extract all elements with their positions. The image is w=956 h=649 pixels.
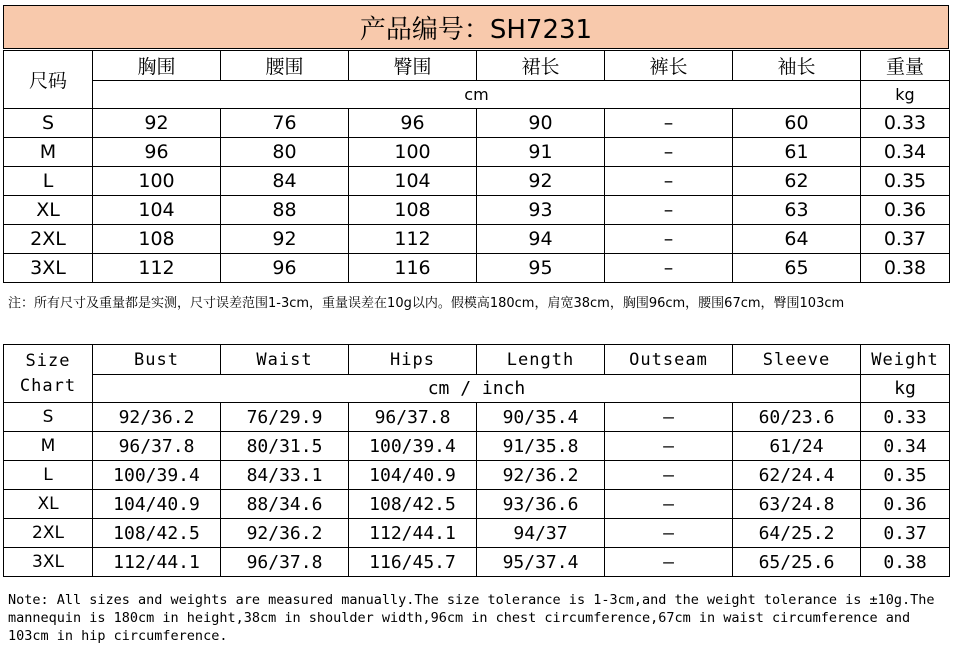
table-cell: 112/44.1: [349, 519, 477, 548]
table-cell: 104: [93, 196, 221, 225]
table-cell: 91: [477, 138, 605, 167]
table-cell: 0.33: [861, 109, 950, 138]
table-cell: –: [605, 548, 733, 577]
table-cell: 65: [733, 254, 861, 283]
header-weight: 重量: [861, 51, 950, 81]
table-cell: –: [605, 225, 733, 254]
size-label: M: [4, 138, 93, 167]
table-cell: 95/37.4: [477, 548, 605, 577]
size-label: L: [4, 167, 93, 196]
size-rows: [4, 403, 950, 577]
table-cell: 96/37.8: [93, 432, 221, 461]
table-cell: 0.36: [861, 196, 950, 225]
unit-cm: cm: [93, 81, 861, 109]
header-weight: Weight: [861, 345, 950, 375]
table-cell: 104/40.9: [349, 461, 477, 490]
header-skirt-length: 裙长: [477, 51, 605, 81]
size-chart-corner: [4, 345, 93, 403]
table-cell: 80: [221, 138, 349, 167]
table-cell: 0.35: [861, 461, 950, 490]
table-cell: 62/24.4: [733, 461, 861, 490]
header-hips: 臀围: [349, 51, 477, 81]
size-label: 2XL: [4, 519, 93, 548]
size-table-chinese: [3, 50, 950, 283]
table-cell: –: [605, 461, 733, 490]
table-cell: 116/45.7: [349, 548, 477, 577]
unit-row: [4, 375, 950, 403]
header-sleeve: 袖长: [733, 51, 861, 81]
table-cell: 112: [349, 225, 477, 254]
table-cell: –: [605, 254, 733, 283]
table-cell: 92: [477, 167, 605, 196]
table-cell: 62: [733, 167, 861, 196]
table-cell: 63: [733, 196, 861, 225]
table-cell: –: [605, 403, 733, 432]
table-cell: –: [605, 109, 733, 138]
table-cell: 92: [221, 225, 349, 254]
table-cell: 108: [349, 196, 477, 225]
table-row: [4, 461, 950, 490]
table-cell: 0.35: [861, 167, 950, 196]
table-cell: 88: [221, 196, 349, 225]
size-label: XL: [4, 490, 93, 519]
header-waist: Waist: [221, 345, 349, 375]
table-cell: 92/36.2: [477, 461, 605, 490]
table-cell: 100/39.4: [349, 432, 477, 461]
table-cell: 104: [349, 167, 477, 196]
table-cell: 61/24: [733, 432, 861, 461]
header-row: [4, 345, 950, 375]
table-row: [4, 490, 950, 519]
table-cell: 76: [221, 109, 349, 138]
table-cell: 0.38: [861, 254, 950, 283]
table-cell: 93/36.6: [477, 490, 605, 519]
header-pants-length: 裤长: [605, 51, 733, 81]
table-cell: 0.33: [861, 403, 950, 432]
table-cell: 88/34.6: [221, 490, 349, 519]
table-cell: 108/42.5: [93, 519, 221, 548]
chinese-note: 注：所有尺寸及重量都是实测，尺寸误差范围1-3cm，重量误差在10g以内。假模高180cm，肩宽38cm，胸围96cm，腰围67cm，臀围103cm: [8, 296, 845, 311]
table-row: [4, 519, 950, 548]
corner-line-1: Size: [25, 350, 71, 371]
table-cell: 60/23.6: [733, 403, 861, 432]
table-cell: 96/37.8: [221, 548, 349, 577]
table-row: [4, 167, 950, 196]
header-sleeve: Sleeve: [733, 345, 861, 375]
size-table-english: [3, 344, 950, 577]
table-row: [4, 432, 950, 461]
table-cell: 108: [93, 225, 221, 254]
table-cell: 93: [477, 196, 605, 225]
unit-kg: kg: [861, 81, 950, 109]
table-cell: 0.36: [861, 490, 950, 519]
english-note: Note: All sizes and weights are measured manually.The size tolerance is 1-3cm,and the weight tolerance is ±10g.The mannequin is 180cm in height,38cm in shoulder width,96cm in chest circumference,67cm in waist circumference and 103cm in hip circumference.: [8, 592, 935, 644]
size-label: XL: [4, 196, 93, 225]
table-cell: 65/25.6: [733, 548, 861, 577]
table-cell: 0.37: [861, 519, 950, 548]
header-outseam: Outseam: [605, 345, 733, 375]
table-cell: 96: [93, 138, 221, 167]
table-cell: 112/44.1: [93, 548, 221, 577]
table-cell: 76/29.9: [221, 403, 349, 432]
table-cell: –: [605, 138, 733, 167]
table-row: [4, 138, 950, 167]
table-cell: 90: [477, 109, 605, 138]
header-hips: Hips: [349, 345, 477, 375]
table-row: [4, 403, 950, 432]
size-label: 3XL: [4, 548, 93, 577]
table-cell: 94/37: [477, 519, 605, 548]
table-cell: 90/35.4: [477, 403, 605, 432]
table-cell: 96: [349, 109, 477, 138]
unit-kg: kg: [861, 375, 950, 403]
table-cell: 64/25.2: [733, 519, 861, 548]
table-cell: –: [605, 432, 733, 461]
table-row: [4, 548, 950, 577]
table-row: [4, 254, 950, 283]
table-cell: 116: [349, 254, 477, 283]
table-cell: 80/31.5: [221, 432, 349, 461]
table-cell: –: [605, 519, 733, 548]
table-cell: 0.34: [861, 432, 950, 461]
table-cell: 104/40.9: [93, 490, 221, 519]
header-length: Length: [477, 345, 605, 375]
table-cell: 100: [349, 138, 477, 167]
table-cell: 61: [733, 138, 861, 167]
size-label: 2XL: [4, 225, 93, 254]
table-row: [4, 109, 950, 138]
table-cell: –: [605, 490, 733, 519]
header-waist: 腰围: [221, 51, 349, 81]
table-cell: 94: [477, 225, 605, 254]
table-cell: 100/39.4: [93, 461, 221, 490]
header-row: [4, 51, 950, 81]
table-row: [4, 196, 950, 225]
unit-row: [4, 81, 950, 109]
table-cell: 64: [733, 225, 861, 254]
table-cell: 63/24.8: [733, 490, 861, 519]
size-rows: [4, 109, 950, 283]
table-row: [4, 225, 950, 254]
table-cell: 91/35.8: [477, 432, 605, 461]
size-label: L: [4, 461, 93, 490]
table-cell: 60: [733, 109, 861, 138]
table-cell: 84/33.1: [221, 461, 349, 490]
size-label: M: [4, 432, 93, 461]
table-cell: 108/42.5: [349, 490, 477, 519]
table-cell: –: [605, 167, 733, 196]
header-chest: 胸围: [93, 51, 221, 81]
table-cell: 0.37: [861, 225, 950, 254]
table-cell: 112: [93, 254, 221, 283]
table-cell: 84: [221, 167, 349, 196]
size-corner-label: 尺码: [4, 51, 93, 109]
header-bust: Bust: [93, 345, 221, 375]
size-label: 3XL: [4, 254, 93, 283]
table-cell: 92: [93, 109, 221, 138]
unit-cm-inch: cm / inch: [93, 375, 861, 403]
product-title: 产品编号：SH7231: [3, 5, 949, 49]
table-cell: 92/36.2: [93, 403, 221, 432]
table-cell: 100: [93, 167, 221, 196]
table-cell: 0.38: [861, 548, 950, 577]
table-cell: 96: [221, 254, 349, 283]
size-label: S: [4, 403, 93, 432]
table-cell: 95: [477, 254, 605, 283]
table-cell: –: [605, 196, 733, 225]
table-cell: 0.34: [861, 138, 950, 167]
corner-line-2: Chart: [19, 375, 77, 396]
table-cell: 96/37.8: [349, 403, 477, 432]
table-cell: 92/36.2: [221, 519, 349, 548]
size-label: S: [4, 109, 93, 138]
